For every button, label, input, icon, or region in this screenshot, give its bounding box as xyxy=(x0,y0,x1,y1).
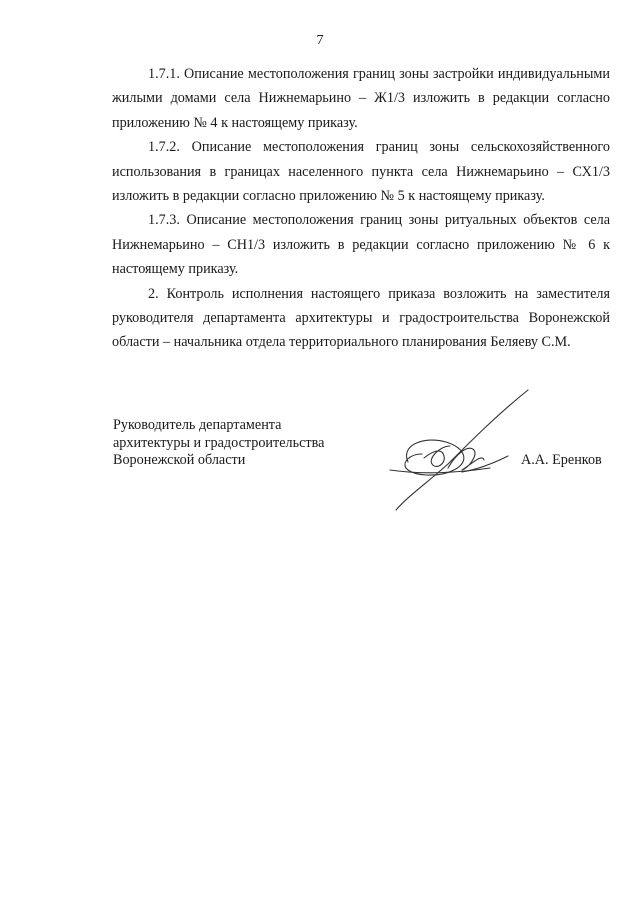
signatory-name: А.А. Еренков xyxy=(521,452,602,468)
signatory-title-line: Воронежской области xyxy=(113,452,246,468)
page-number: 7 xyxy=(316,33,324,48)
paragraph-1-7-2: 1.7.2. Описание местоположения границ зоны сельскохозяйственного использования в границах населенного пункта села Нижнемарьино – СХ1/3 изложить в редакции согласно приложению № 5 к настоящему приказу. xyxy=(112,139,610,205)
paragraph-1-7-1: 1.7.1. Описание местоположения границ зоны застройки индивидуальными жилыми домами села Нижнемарьино – Ж1/3 изложить в редакции согласно приложению № 4 к настоящему приказу. xyxy=(112,66,610,131)
handwritten-signature xyxy=(378,384,538,514)
paragraph-2: 2. Контроль исполнения настоящего приказа возложить на заместителя руководителя департамента архитектуры и градостроительства Воронежской области – начальника отдела территориального планирования Беляеву С.М. xyxy=(112,285,610,351)
signatory-title-line: Руководитель департамента xyxy=(113,417,282,433)
signatory-title xyxy=(113,417,324,470)
paragraph-1-7-3: 1.7.3. Описание местоположения границ зоны ритуальных объектов села Нижнемарьино – СН1/3 изложить в редакции согласно приложению № 6 к настоящему приказу. xyxy=(112,212,610,278)
document-body xyxy=(112,62,610,355)
signatory-title-line: архитектуры и градостроительства xyxy=(113,434,325,451)
